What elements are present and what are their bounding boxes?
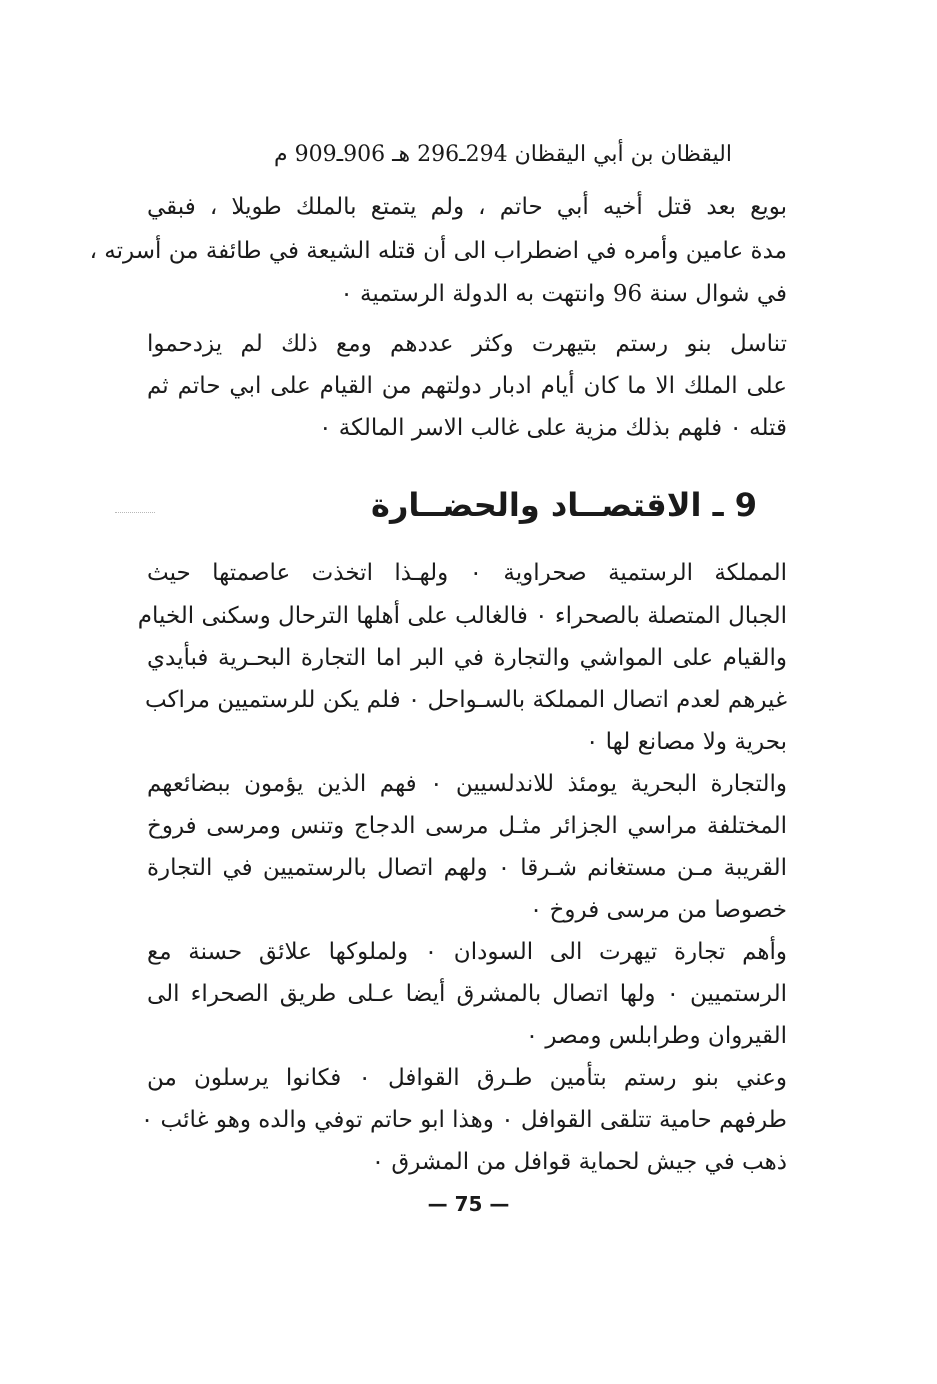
section-heading: 9 ـ الاقتصــاد والحضــارة: [371, 486, 757, 524]
paragraph-line: بحرية ولا مصانع لها ٠: [585, 729, 787, 755]
paragraph-line: قتله ٠ فلهم بذلك مزية على غالب الاسر المالكة ٠: [319, 415, 787, 441]
running-header: اليقظان بن أبي اليقظان 294ـ296 هـ 906ـ909 م: [274, 142, 732, 167]
paragraph-line: بويع بعد قتل أخيه أبي حاتم ، ولم يتمتع بالملك طويلا ، فبقي: [147, 194, 787, 220]
paragraph-line: القيروان وطرابلس ومصر ٠: [525, 1023, 787, 1049]
paragraph-line: الرستميين ٠ ولها اتصال بالمشرق أيضا عـلى طريق الصحراء الى: [147, 981, 787, 1007]
paragraph-line: في شوال سنة 96 وانتهت به الدولة الرستمية ٠: [340, 281, 787, 307]
paragraph-line: ذهب في جيش لحماية قوافل من المشرق ٠: [371, 1149, 787, 1175]
paragraph-line: طرفهم حامية تتلقى القوافل ٠ وهذا ابو حاتم توفي والده وهو غائب ٠: [140, 1107, 787, 1133]
paragraph-line: غيرهم لعدم اتصال المملكة بالسـواحل ٠ فلم يكن للرستميين مراكب: [144, 687, 787, 713]
paragraph-line: وعني بنو رستم بتأمين طـرق القوافل ٠ فكانوا يرسلون من: [147, 1065, 787, 1091]
page-number: — 75 —: [427, 1192, 510, 1216]
paragraph-line: المملكة الرستمية صحراوية ٠ ولهـذا اتخذت عاصمتها حيث: [147, 560, 787, 586]
paragraph-line: الجبال المتصلة بالصحراء ٠ فالغالب على أهلها الترحال وسكنى الخيام: [137, 603, 787, 629]
paragraph-line: وأهم تجارة تيهرت الى السودان ٠ ولملوكها علائق حسنة مع: [147, 939, 788, 965]
paragraph-line: والتجارة البحرية يومئذ للاندلسيين ٠ فهم الذين يؤمون ببضائعهم: [147, 771, 788, 797]
paragraph-line: القريبة مـن مستغانم شـرقا ٠ ولهم اتصال بالرستميين في التجارة: [147, 855, 787, 881]
paragraph-line: والقيام على المواشي والتجارة في البر اما التجارة البحـرية فبأيدي: [147, 645, 787, 671]
paragraph-line: مدة عامين وأمره في اضطراب الى أن قتله الشيعة في طائفة من أسرته ،: [89, 238, 787, 264]
paragraph-line: المختلفة مراسي الجزائر مثـل مرسى الدجاج وتنس ومرسى فروخ: [147, 813, 787, 839]
scan-artifact: [115, 512, 155, 515]
paragraph-line: تناسل بنو رستم بتيهرت وكثر عددهم ومع ذلك لم يزدحموا: [147, 331, 787, 357]
paragraph-line: على الملك الا ما كان أيام ادبار دولتهم من القيام على ابي حاتم ثم: [147, 373, 787, 399]
paragraph-line: خصوصا من مرسى فروخ ٠: [529, 897, 787, 923]
